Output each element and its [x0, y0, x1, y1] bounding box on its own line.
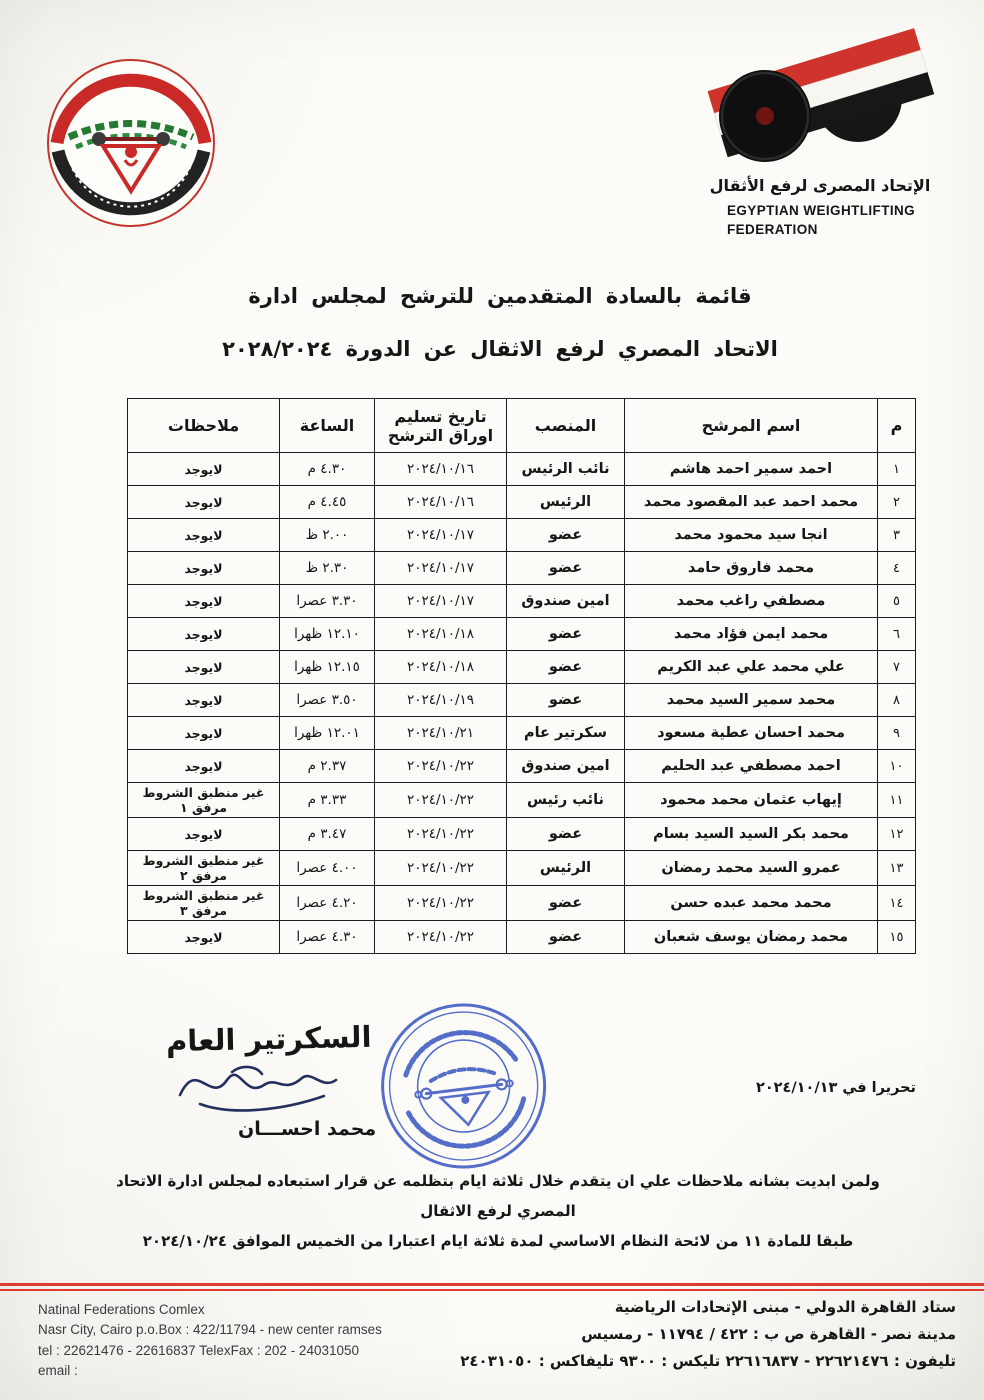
cell-name: محمد رمضان يوسف شعبان — [625, 921, 878, 954]
table-row — [128, 618, 916, 651]
table-row — [128, 585, 916, 618]
cell-date: ٢٠٢٤/١٠/٢٢ — [375, 851, 507, 886]
table-header — [128, 399, 916, 453]
cell-num: ٩ — [878, 717, 916, 750]
objection-note-line1: ولمن ابديت بشانه ملاحظات علي ان يتقدم خلال ثلاثة ايام بتظلمه عن قرار استبعاده لمجلس ادارة الاتحاد المصري لرفع الاثقال — [116, 1172, 880, 1220]
table-row — [128, 651, 916, 684]
footer-divider — [0, 1283, 984, 1291]
footer-en-line2: Nasr City, Cairo p.o.Box : 422/11794 - new center ramses — [38, 1322, 382, 1338]
cell-name: احمد مصطفي عبد الحليم — [625, 750, 878, 783]
cell-notes: لايوجد — [128, 552, 280, 585]
candidates-table — [127, 398, 916, 954]
cell-notes: لايوجد — [128, 519, 280, 552]
table-body — [128, 453, 916, 954]
federation-name-english — [695, 202, 945, 240]
cell-num: ١٢ — [878, 818, 916, 851]
issue-date: تحريرا في ٢٠٢٤/١٠/١٣ — [755, 1080, 916, 1096]
cell-notes: لايوجد — [128, 818, 280, 851]
cell-date: ٢٠٢٤/١٠/٢٢ — [375, 783, 507, 818]
footer-ar-line1: ستاد القاهرة الدولي - مبنى الإتحادات الرياضية — [614, 1298, 956, 1316]
footer-en-line3: tel : 22621476 - 22616837 TelexFax : 202 - 24031050 — [38, 1342, 360, 1358]
cell-notes: لايوجد — [128, 684, 280, 717]
cell-position: امين صندوق — [507, 585, 625, 618]
table-row — [128, 453, 916, 486]
cell-position: امين صندوق — [507, 750, 625, 783]
cell-name: عمرو السيد محمد رمضان — [625, 851, 878, 886]
cell-name: إيهاب عثمان محمد محمود — [625, 783, 878, 818]
footer-contact-arabic — [460, 1294, 956, 1375]
col-header-notes: ملاحظات — [128, 399, 280, 453]
cell-position: عضو — [507, 552, 625, 585]
cell-time: ٢.٠٠ ظ — [280, 519, 375, 552]
cell-date: ٢٠٢٤/١٠/١٧ — [375, 585, 507, 618]
table-row — [128, 552, 916, 585]
cell-num: ٢ — [878, 486, 916, 519]
cell-notes: لايوجد — [128, 651, 280, 684]
federation-stamp — [340, 985, 588, 1193]
cell-time: ٢.٣٧ م — [280, 750, 375, 783]
document-title — [120, 270, 880, 376]
footer-contact-english — [38, 1300, 382, 1381]
signature — [172, 1050, 352, 1124]
cell-date: ٢٠٢٤/١٠/١٦ — [375, 453, 507, 486]
cell-notes: لايوجد — [128, 585, 280, 618]
cell-time: ٣.٣٠ عصرا — [280, 585, 375, 618]
cell-name: محمد سمير السيد محمد — [625, 684, 878, 717]
cell-name: محمد احمد عبد المقصود محمد — [625, 486, 878, 519]
cell-position: عضو — [507, 886, 625, 921]
cell-name: محمد محمد عبده حسن — [625, 886, 878, 921]
cell-num: ٥ — [878, 585, 916, 618]
cell-time: ١٢.١٠ ظهرا — [280, 618, 375, 651]
federation-name-arabic: الإتحاد المصرى لرفع الأثقال — [709, 176, 931, 195]
cell-position: عضو — [507, 618, 625, 651]
cell-name: محمد ايمن فؤاد محمد — [625, 618, 878, 651]
table-row — [128, 783, 916, 818]
federation-emblem-icon — [40, 50, 222, 238]
document-title-line2: الاتحاد المصري لرفع الاثقال عن الدورة ٢٠٢٨/٢٠٢٤ — [222, 337, 778, 361]
federation-name-en-line1: EGYPTIAN WEIGHTLIFTING — [727, 203, 916, 218]
table-row — [128, 486, 916, 519]
table-row — [128, 921, 916, 954]
cell-name: علي محمد علي عبد الكريم — [625, 651, 878, 684]
cell-position: الرئيس — [507, 851, 625, 886]
cell-date: ٢٠٢٤/١٠/١٦ — [375, 486, 507, 519]
cell-time: ٤.٢٠ عصرا — [280, 886, 375, 921]
cell-time: ٤.٣٠ م — [280, 453, 375, 486]
cell-time: ١٢.١٥ ظهرا — [280, 651, 375, 684]
footer-en-line1: Natinal Federations Comlex — [38, 1302, 205, 1317]
candidates-table-wrapper — [128, 398, 916, 954]
table-row — [128, 886, 916, 921]
cell-notes: لايوجد — [128, 618, 280, 651]
table-row — [128, 818, 916, 851]
cell-time: ٤.٠٠ عصرا — [280, 851, 375, 886]
cell-num: ٤ — [878, 552, 916, 585]
secretary-general-name: محمد احســـان — [238, 1118, 377, 1140]
cell-position: الرئيس — [507, 486, 625, 519]
cell-name: انجا سيد محمود محمد — [625, 519, 878, 552]
cell-date: ٢٠٢٤/١٠/٢١ — [375, 717, 507, 750]
stamp-icon — [340, 985, 588, 1189]
document-title-line1: قائمة بالسادة المتقدمين للترشح لمجلس ادارة — [248, 284, 752, 308]
cell-num: ١٣ — [878, 851, 916, 886]
cell-num: ٨ — [878, 684, 916, 717]
col-header-position: المنصب — [507, 399, 625, 453]
cell-position: نائب رئيس — [507, 783, 625, 818]
table-row — [128, 750, 916, 783]
cell-time: ٣.٣٣ م — [280, 783, 375, 818]
col-header-date: تاريخ تسليم اوراق الترشح — [375, 399, 507, 453]
cell-num: ١ — [878, 453, 916, 486]
cell-position: سكرتير عام — [507, 717, 625, 750]
cell-position: عضو — [507, 818, 625, 851]
cell-name: محمد فاروق حامد — [625, 552, 878, 585]
table-header-row — [128, 399, 916, 453]
secretary-general-title: السكرتير العام — [165, 1019, 372, 1059]
cell-notes: غير منطبق الشروط مرفق ١ — [128, 783, 280, 818]
cell-time: ٤.٤٥ م — [280, 486, 375, 519]
cell-name: محمد بكر السيد السيد بسام — [625, 818, 878, 851]
cell-num: ٣ — [878, 519, 916, 552]
footer-ar-line3: تليفون : ٢٢٦٢١٤٧٦ - ٢٢٦١٦٨٣٧ تليكس : ٩٣٠٠ تليفاكس : ٢٤٠٣١٠٥٠ — [460, 1352, 956, 1370]
cell-date: ٢٠٢٤/١٠/١٨ — [375, 618, 507, 651]
cell-notes: لايوجد — [128, 717, 280, 750]
cell-time: ٤.٣٠ عصرا — [280, 921, 375, 954]
cell-num: ١٠ — [878, 750, 916, 783]
cell-notes: لايوجد — [128, 750, 280, 783]
cell-date: ٢٠٢٤/١٠/١٨ — [375, 651, 507, 684]
cell-num: ٧ — [878, 651, 916, 684]
flag-discs-icon — [695, 26, 935, 176]
cell-num: ١٥ — [878, 921, 916, 954]
cell-time: ٣.٤٧ م — [280, 818, 375, 851]
cell-date: ٢٠٢٤/١٠/٢٢ — [375, 886, 507, 921]
cell-num: ١٤ — [878, 886, 916, 921]
signature-icon — [172, 1050, 352, 1120]
cell-notes: غير منطبق الشروط مرفق ٢ — [128, 851, 280, 886]
federation-name-en-line2: FEDERATION — [727, 221, 818, 237]
col-header-name: اسم المرشح — [625, 399, 878, 453]
objection-note-line2: طبقا للمادة ١١ من لائحة النظام الاساسي لمدة ثلاثة ايام اعتبارا من الخميس الموافق ٢٠٢٤/١٠/٢٤ — [142, 1232, 854, 1250]
cell-notes: لايوجد — [128, 921, 280, 954]
federation-emblem — [40, 50, 222, 238]
cell-date: ٢٠٢٤/١٠/٢٢ — [375, 750, 507, 783]
cell-name: احمد سمير احمد هاشم — [625, 453, 878, 486]
cell-date: ٢٠٢٤/١٠/١٧ — [375, 552, 507, 585]
cell-notes: لايوجد — [128, 486, 280, 519]
cell-time: ٣.٥٠ عصرا — [280, 684, 375, 717]
cell-position: عضو — [507, 519, 625, 552]
cell-position: نائب الرئيس — [507, 453, 625, 486]
table-row — [128, 684, 916, 717]
cell-position: عضو — [507, 921, 625, 954]
federation-flag-logo — [695, 26, 945, 240]
objection-note — [95, 1166, 901, 1256]
cell-notes: لايوجد — [128, 453, 280, 486]
cell-notes: غير منطبق الشروط مرفق ٣ — [128, 886, 280, 921]
table-row — [128, 717, 916, 750]
cell-time: ١٢.٠١ ظهرا — [280, 717, 375, 750]
cell-position: عضو — [507, 651, 625, 684]
cell-position: عضو — [507, 684, 625, 717]
cell-date: ٢٠٢٤/١٠/٢٢ — [375, 921, 507, 954]
cell-date: ٢٠٢٤/١٠/١٧ — [375, 519, 507, 552]
cell-num: ٦ — [878, 618, 916, 651]
cell-num: ١١ — [878, 783, 916, 818]
col-header-time: الساعة — [280, 399, 375, 453]
cell-name: مصطفي راغب محمد — [625, 585, 878, 618]
col-header-num: م — [878, 399, 916, 453]
table-row — [128, 851, 916, 886]
table-row — [128, 519, 916, 552]
cell-time: ٢.٣٠ ظ — [280, 552, 375, 585]
footer-ar-line2: مدينة نصر - القاهرة ص ب : ٤٢٢ / ١١٧٩٤ - رمسيس — [581, 1325, 956, 1343]
cell-date: ٢٠٢٤/١٠/١٩ — [375, 684, 507, 717]
footer-en-line4: email : — [38, 1362, 78, 1378]
cell-name: محمد احسان عطية مسعود — [625, 717, 878, 750]
cell-date: ٢٠٢٤/١٠/٢٢ — [375, 818, 507, 851]
